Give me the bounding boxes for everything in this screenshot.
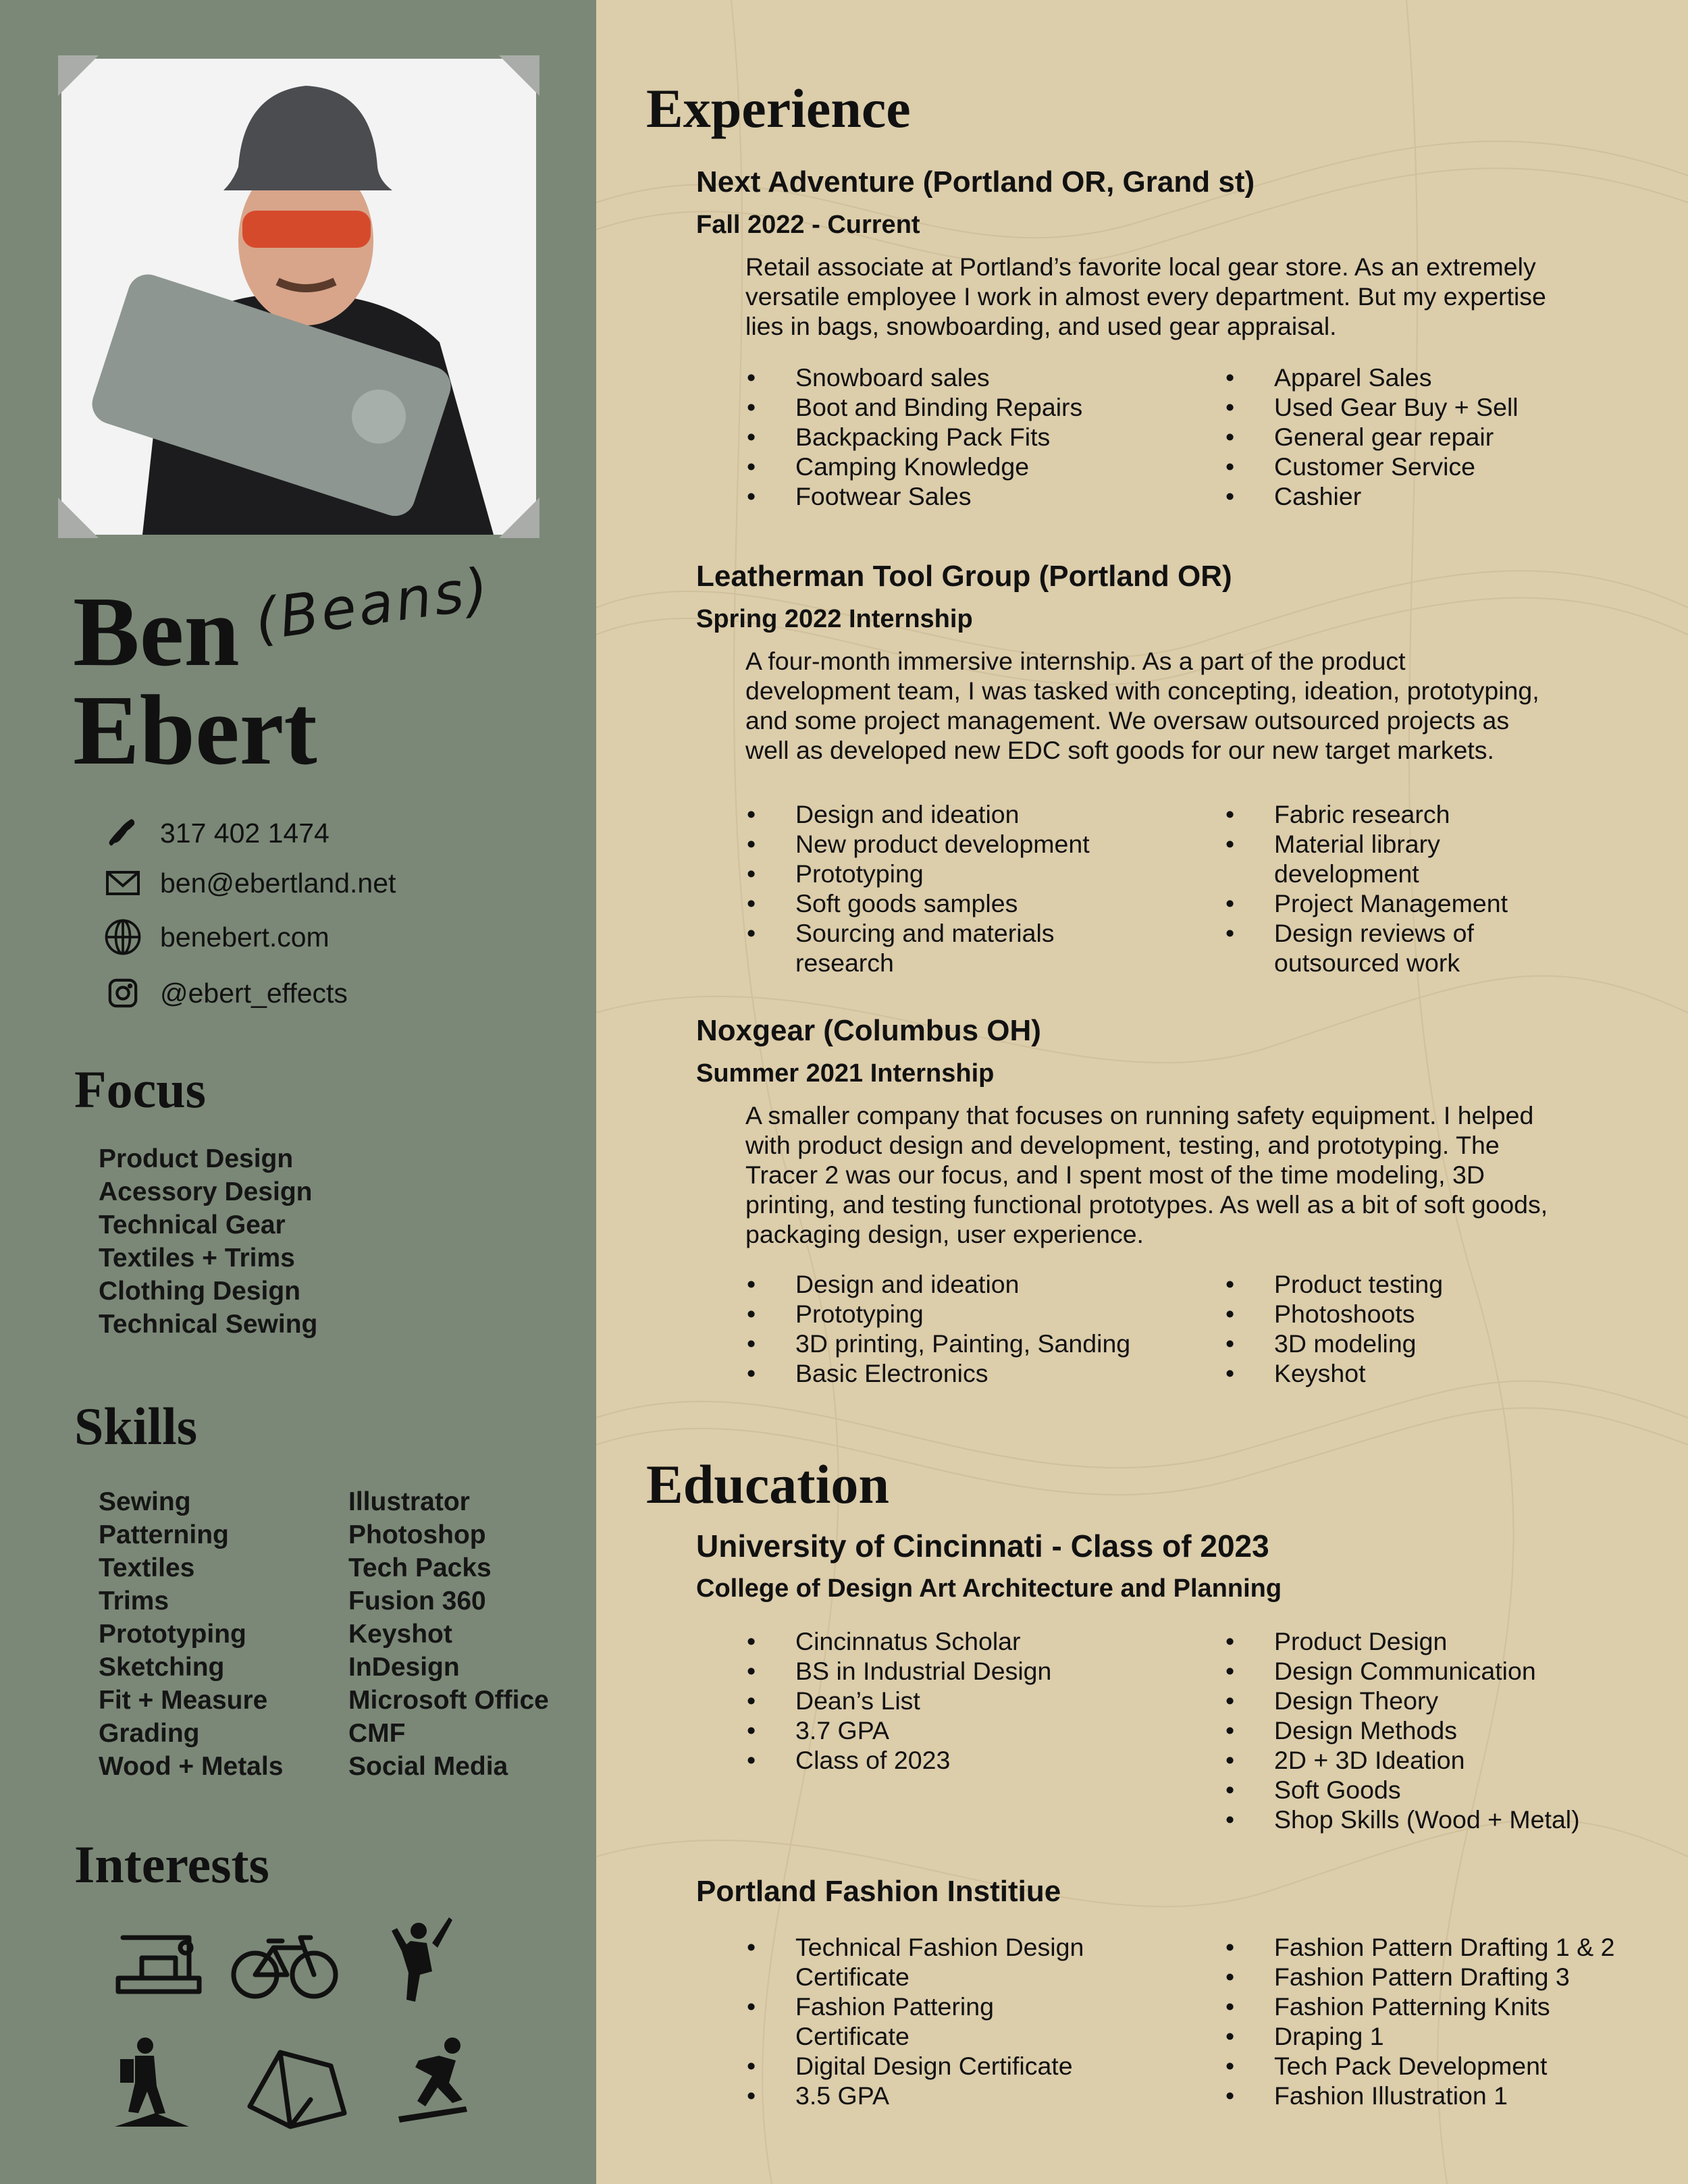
bullet-item: • Prototyping: [696, 1299, 1175, 1329]
contact-instagram[interactable]: [103, 973, 348, 1013]
job-bullets-left: [696, 799, 1175, 978]
education-heading: Education: [646, 1454, 889, 1515]
skill-item: Wood + Metals: [99, 1752, 284, 1781]
bullet-item: • Fashion Pattern Drafting 1 & 2: [1175, 1932, 1654, 1962]
skill-item: Sketching: [99, 1653, 225, 1682]
contact-email[interactable]: [103, 863, 396, 903]
skill-item: Trims: [99, 1587, 169, 1616]
climbing-icon: [392, 1917, 452, 2002]
bullet-item: • Footwear Sales: [696, 481, 1175, 511]
school-subtitle: College of Design Art Architecture and Planning: [696, 1574, 1282, 1603]
job-leatherman: [696, 555, 1668, 978]
skill-item: Fusion 360: [348, 1587, 486, 1616]
bullet-item: • 3.7 GPA: [696, 1715, 1175, 1745]
instagram-handle: @ebert_effects: [160, 977, 348, 1009]
email: ben@ebertland.net: [160, 867, 396, 899]
job-description: A smaller company that focuses on running safety equipment. I helped with product design and development, testing, and prototyping. The Tracer 2 was our focus, and I spent most of the time modeling, 3D printing, and testing functional prototypes. As well as a bit of soft goods, packaging design, user experience.: [745, 1101, 1548, 1248]
bullet-item: • 3D printing, Painting, Sanding: [696, 1329, 1175, 1358]
bullet-item: • Backpacking Pack Fits: [696, 422, 1175, 452]
bullet-item: • Fashion Pattern Drafting 3: [1175, 1962, 1654, 1992]
experience-heading: Experience: [646, 78, 911, 139]
focus-item: Textiles + Trims: [99, 1244, 295, 1273]
skill-item: Social Media: [348, 1752, 508, 1781]
bullet-item: • Design and ideation: [696, 799, 1175, 829]
bullet-item: • Soft Goods: [1175, 1775, 1654, 1805]
school-bullets-left: [696, 1932, 1175, 2110]
skill-item: Sewing: [99, 1487, 191, 1516]
bullet-item: • Cincinnatus Scholar: [696, 1626, 1175, 1656]
last-name: Ebert: [73, 675, 317, 786]
website: benebert.com: [160, 921, 329, 953]
focus-item: Technical Sewing: [99, 1310, 318, 1339]
school-cincinnati: [696, 1524, 1668, 1834]
school-title: University of Cincinnati - Class of 2023: [696, 1528, 1269, 1564]
sewing-machine-icon: [118, 1938, 199, 1992]
bullet-item: • Product testing: [1175, 1269, 1654, 1299]
school-bullets-right: [1175, 1932, 1654, 2110]
bicycle-icon: [234, 1938, 336, 1996]
bullet-item: • Customer Service: [1175, 452, 1654, 481]
job-description: A four-month immersive internship. As a part of the product development team, I was tasked with concepting, ideation, prototyping, and some project management. We oversaw outsourced projects as well as developed new EDC soft goods for our new target markets.: [745, 647, 1539, 764]
bullet-item: • Camping Knowledge: [696, 452, 1175, 481]
instagram-icon: [103, 973, 143, 1013]
bullet-item: • Used Gear Buy + Sell: [1175, 392, 1654, 422]
bullet-item: • 3D modeling: [1175, 1329, 1654, 1358]
bullet-item: • Design Communication: [1175, 1656, 1654, 1686]
bullet-item: • Keyshot: [1175, 1358, 1654, 1388]
focus-list: [99, 1142, 317, 1341]
contact-website[interactable]: [103, 917, 329, 957]
job-bullets-left: [696, 363, 1175, 511]
profile-photo: [61, 59, 536, 535]
bullet-item: • Fabric research: [1175, 799, 1654, 829]
focus-item: Product Design: [99, 1144, 294, 1173]
bullet-item: • General gear repair: [1175, 422, 1654, 452]
bullet-item: • Boot and Binding Repairs: [696, 392, 1175, 422]
skill-item: Microsoft Office: [348, 1686, 549, 1715]
skill-item: Textiles: [99, 1553, 195, 1582]
job-date: Spring 2022 Internship: [696, 605, 973, 633]
job-title: Leatherman Tool Group (Portland OR): [696, 560, 1232, 593]
skill-item: Grading: [99, 1719, 200, 1748]
skills-heading: Skills: [74, 1397, 198, 1456]
bullet-item: • BS in Industrial Design: [696, 1656, 1175, 1686]
job-bullets-right: [1175, 1269, 1654, 1388]
sidebar: [0, 0, 596, 2184]
job-title: Noxgear (Columbus OH): [696, 1014, 1041, 1047]
bullet-item: • Material library development: [1175, 829, 1654, 888]
bullet-item: • Fashion Patterning Knits: [1175, 1992, 1654, 2021]
skills-list-1: [99, 1485, 283, 1783]
tent-icon: [250, 2052, 344, 2127]
nickname: (Beans): [250, 555, 495, 654]
mail-icon: [103, 863, 143, 903]
bullet-item: • Basic Electronics: [696, 1358, 1175, 1388]
school-portland-fashion: [696, 1870, 1668, 2110]
job-bullets-left: [696, 1269, 1175, 1388]
job-bullets-right: [1175, 799, 1654, 978]
job-date: Fall 2022 - Current: [696, 211, 920, 239]
bullet-item: • Draping 1: [1175, 2021, 1654, 2051]
focus-item: Acessory Design: [99, 1177, 313, 1206]
bullet-item: • Prototyping: [696, 859, 1175, 888]
phone-icon: [103, 813, 143, 853]
globe-icon: [103, 917, 143, 957]
phone-number: 317 402 1474: [160, 817, 329, 849]
bullet-item: • Snowboard sales: [696, 363, 1175, 392]
bullet-item: • Product Design: [1175, 1626, 1654, 1656]
skill-item: Patterning: [99, 1520, 229, 1549]
bullet-item: • Photoshoots: [1175, 1299, 1654, 1329]
bullet-item: • Sourcing and materials research: [696, 918, 1175, 978]
bullet-item: • Design and ideation: [696, 1269, 1175, 1299]
bullet-item: • Digital Design Certificate: [696, 2051, 1175, 2081]
skill-item: Tech Packs: [348, 1553, 492, 1582]
bullet-item: • 2D + 3D Ideation: [1175, 1745, 1654, 1775]
school-bullets-left: [696, 1626, 1175, 1834]
skill-item: Fit + Measure: [99, 1686, 268, 1715]
skills-list-2: [348, 1485, 549, 1783]
contact-phone[interactable]: [103, 813, 329, 853]
bullet-item: • Technical Fashion Design Certificate: [696, 1932, 1175, 1992]
school-title: Portland Fashion Institiue: [696, 1875, 1061, 1908]
bullet-item: • Design reviews of outsourced work: [1175, 918, 1654, 978]
job-title: Next Adventure (Portland OR, Grand st): [696, 165, 1255, 198]
job-date: Summer 2021 Internship: [696, 1059, 995, 1088]
bullet-item: • 3.5 GPA: [696, 2081, 1175, 2110]
focus-item: Clothing Design: [99, 1277, 300, 1306]
bullet-item: • Class of 2023: [696, 1745, 1175, 1775]
job-description: Retail associate at Portland’s favorite local gear store. As an extremely versatile employee I work in almost every department. But my expertise lies in bags, snowboarding, and used gear appraisal.: [745, 252, 1546, 340]
skill-item: CMF: [348, 1719, 406, 1748]
focus-heading: Focus: [74, 1060, 206, 1119]
bullet-item: • Cashier: [1175, 481, 1654, 511]
bullet-item: • Design Methods: [1175, 1715, 1654, 1745]
bullet-item: • Apparel Sales: [1175, 363, 1654, 392]
bullet-item: • Soft goods samples: [696, 888, 1175, 918]
job-noxgear: [696, 1009, 1668, 1388]
skill-item: Photoshop: [348, 1520, 486, 1549]
skill-item: Illustrator: [348, 1487, 470, 1516]
first-name: Ben: [73, 577, 240, 687]
job-bullets-right: [1175, 363, 1654, 511]
bullet-item: • New product development: [696, 829, 1175, 859]
bullet-item: • Shop Skills (Wood + Metal): [1175, 1805, 1654, 1834]
bullet-item: • Tech Pack Development: [1175, 2051, 1654, 2081]
skill-item: Prototyping: [99, 1620, 246, 1649]
bullet-item: • Fashion Illustration 1: [1175, 2081, 1654, 2110]
bullet-item: • Design Theory: [1175, 1686, 1654, 1715]
skill-item: Keyshot: [348, 1620, 452, 1649]
snowboarding-icon: [398, 2037, 467, 2123]
interests-heading: Interests: [74, 1835, 269, 1894]
bullet-item: • Fashion Pattering Certificate: [696, 1992, 1175, 2051]
bullet-item: • Project Management: [1175, 888, 1654, 918]
hiking-icon: [115, 2037, 189, 2127]
job-next-adventure: [696, 161, 1668, 511]
bullet-item: • Dean’s List: [696, 1686, 1175, 1715]
school-bullets-right: [1175, 1626, 1654, 1834]
skill-item: InDesign: [348, 1653, 460, 1682]
focus-item: Technical Gear: [99, 1210, 286, 1240]
